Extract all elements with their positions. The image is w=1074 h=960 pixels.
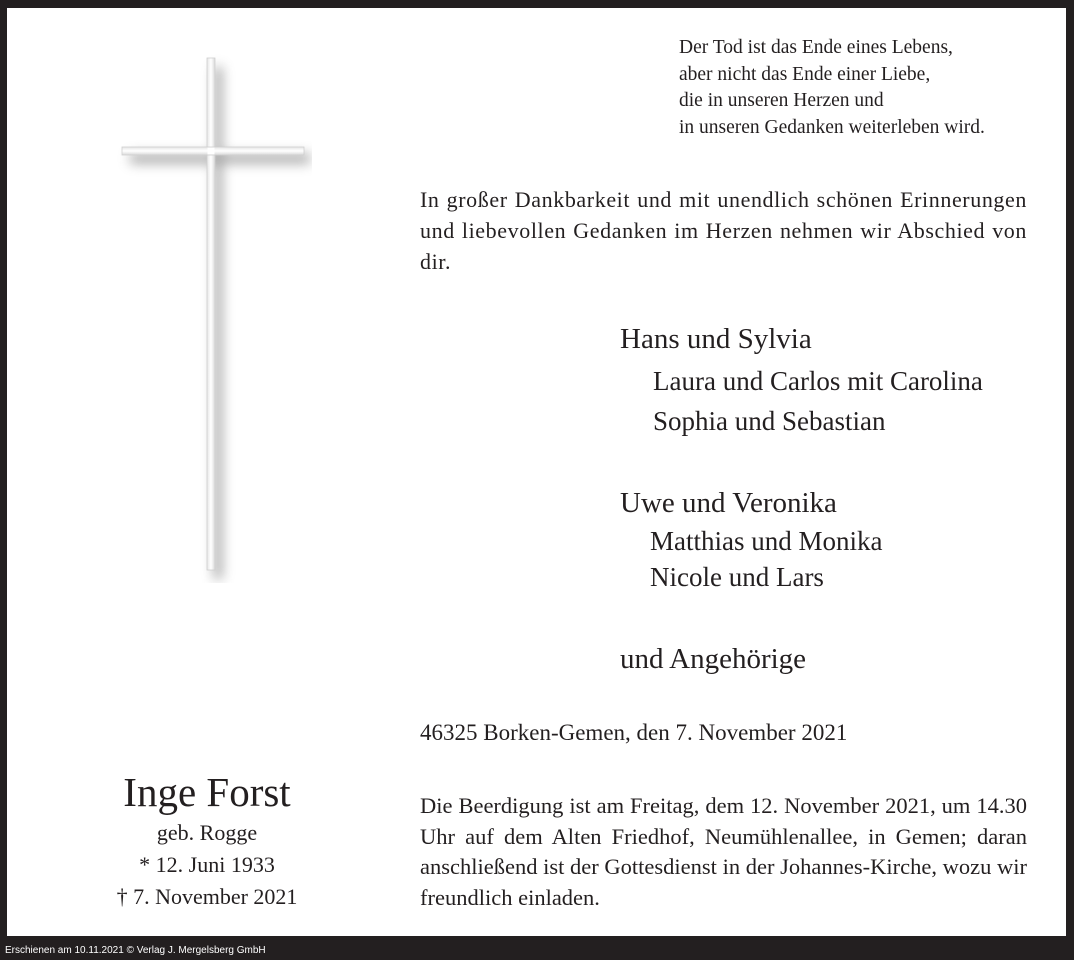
obituary-card bbox=[7, 8, 1066, 936]
family-member: Nicole und Lars bbox=[650, 562, 824, 592]
family-member: Laura und Carlos mit Carolina bbox=[653, 366, 983, 396]
deceased-info bbox=[67, 766, 347, 912]
cross-icon bbox=[112, 53, 312, 583]
funeral-notice: Die Beerdigung ist am Freitag, dem 12. November 2021, um 14.30 Uhr auf dem Alten Friedhof, Neumühlenallee, in Gemen; daran anschließend ist der Gottesdienst in der Johannes-Kirche, wozu wir freundlich einladen. bbox=[420, 793, 1027, 910]
motto-line: aber nicht das Ende einer Liebe, bbox=[679, 63, 931, 85]
family-head: Uwe und Veronika bbox=[620, 487, 837, 519]
deceased-death-date: † 7. November 2021 bbox=[116, 884, 298, 909]
motto-line: die in unseren Herzen und bbox=[679, 90, 884, 111]
motto-line: in unseren Gedanken weiterleben wird. bbox=[679, 116, 985, 138]
deceased-birth-date: * 12. Juni 1933 bbox=[139, 852, 275, 877]
deceased-name: Inge Forst bbox=[123, 769, 291, 815]
family-member: Sophia und Sebastian bbox=[653, 406, 886, 436]
family-head: Hans und Sylvia bbox=[620, 323, 812, 355]
place-date: 46325 Borken-Gemen, den 7. November 2021 bbox=[420, 720, 848, 745]
publication-credit: Erschienen am 10.11.2021 © Verlag J. Mergelsberg GmbH bbox=[5, 945, 266, 956]
deceased-birth-name: geb. Rogge bbox=[156, 820, 258, 845]
relatives-line: und Angehörige bbox=[620, 643, 807, 675]
farewell-text: In großer Dankbarkeit und mit unendlich schönen Erinnerungen und liebevollen Gedanken im Herzen nehmen wir Abschied von dir. bbox=[420, 187, 1027, 274]
motto-quote bbox=[679, 35, 985, 141]
family-member: Matthias und Monika bbox=[650, 526, 883, 556]
motto-line: Der Tod ist das Ende eines Lebens, bbox=[679, 37, 953, 58]
